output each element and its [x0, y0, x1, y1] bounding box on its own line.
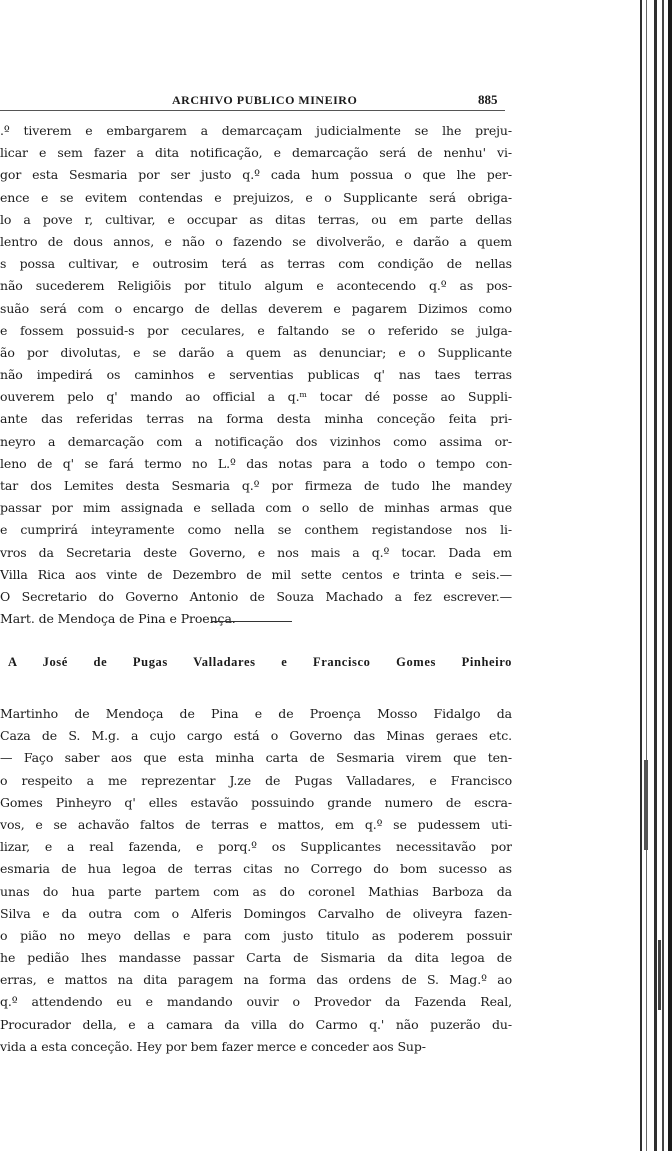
text-line: leno de q' se fará termo no L.º das notas para a todo o tempo con- — [0, 455, 512, 471]
text-line: Martinho de Mendoça de Pina e de Proença Mosso Fidalgo da — [0, 706, 512, 721]
text-line: Mart. de Mendoça de Pina e Proença. — [0, 611, 236, 627]
text-line: — Faço saber aos que esta minha carta de Sesmaria virem que ten- — [0, 750, 512, 766]
text-line: O Secretario do Governo Antonio de Souza Machado a fez escrever.— — [0, 588, 512, 604]
text-line: unas do hua parte partem com as do coronel Mathias Barboza da — [0, 883, 512, 899]
text-line: ão por divolutas, e se darão a quem as denunciar; e o Supplicante — [0, 344, 512, 360]
text-line: vida a esta conceção. Hey por bem fazer merce e conceder aos Sup- — [0, 1038, 426, 1054]
text-line: o pião no meyo dellas e para com justo titulo as poderem possuir — [0, 927, 512, 943]
text-line: e cumprirá inteyramente como nella se conthem registandose nos li- — [0, 522, 512, 538]
text-line: não sucederem Religiõis por titulo algum e acontecendo q.º as pos- — [0, 278, 512, 294]
text-line: e fossem possuid-s por ceculares, e faltando se o referido se julga- — [0, 322, 512, 338]
section-heading: A José de Pugas Valladares e Francisco Gomes Pinheiro — [8, 655, 512, 669]
running-title: ARCHIVO PUBLICO MINEIRO — [172, 93, 358, 107]
text-line: tar dos Lemites desta Sesmaria q.º por firmeza de tudo lhe mandey — [0, 478, 512, 493]
text-line: s possa cultivar, e outrosim terá as terras com condição de nellas — [0, 256, 512, 272]
text-line: lentro de dous annos, e não o fazendo se divolverão, e darão a quem — [0, 233, 512, 249]
text-line: Silva e da outra com o Alferis Domingos Carvalho de oliveyra fazen- — [0, 905, 512, 921]
text-line: gor esta Sesmaria por ser justo q.º cada hum possua o que lhe per- — [0, 167, 512, 183]
text-line: ence e se evitem contendas e prejuizos, e o Supplicante será obriga- — [0, 189, 512, 205]
page-header — [0, 92, 520, 114]
text-line: licar e sem fazer a dita notificação, e demarcação será de nenhu' vi- — [0, 145, 512, 161]
text-line: ante das referidas terras na forma desta minha conceção feita pri- — [0, 411, 512, 427]
text-line: Procurador della, e a camara da villa do Carmo q.' não puzerão du- — [0, 1016, 512, 1032]
text-line: lizar, e a real fazenda, e porq.º os Supplicantes necessitavão por — [0, 839, 512, 855]
page-number: 885 — [478, 92, 498, 107]
text-block-continuation — [0, 120, 512, 630]
text-line: vos, e se achavão faltos de terras e mattos, em q.º se pudessem uti- — [0, 816, 512, 832]
section-separator-rule — [212, 621, 292, 622]
text-line: esmaria de hua legoa de terras citas no Corrego do bom sucesso as — [0, 861, 512, 877]
text-line: suão será com o encargo de dellas deverem e pagarem Dizimos como — [0, 300, 512, 316]
book-binding-edge — [632, 0, 672, 1151]
text-line: não impedirá os caminhos e serventias publicas q' nas taes terras — [0, 367, 512, 383]
text-line: Caza de S. M.g. a cujo cargo está o Governo das Minas geraes etc. — [0, 728, 512, 744]
text-line: lo a pove r, cultivar, e occupar as ditas terras, ou em parte dellas — [0, 211, 512, 227]
header-rule — [0, 110, 505, 111]
text-line: Gomes Pinheyro q' elles estavão possuindo grande numero de escra- — [0, 794, 512, 810]
text-line: neyro a demarcação com a notificação dos vizinhos como assima or- — [0, 433, 512, 449]
text-line: he pedião lhes mandasse passar Carta de Sismaria da dita legoa de — [0, 950, 512, 966]
text-line: vros da Secretaria deste Governo, e nos mais a q.º tocar. Dada em — [0, 544, 512, 560]
text-line: q.º attendendo eu e mandando ouvir o Provedor da Fazenda Real, — [0, 994, 512, 1010]
text-block-sesmaria-letter — [0, 703, 512, 1058]
text-line: .º tiverem e embargarem a demarcaçam judicialmente se lhe preju- — [0, 123, 512, 138]
text-line: erras, e mattos na dita paragem na forma das ordens de S. Mag.º ao — [0, 972, 512, 988]
text-line: Villa Rica aos vinte de Dezembro de mil sette centos e trinta e seis.— — [0, 566, 512, 582]
text-line: ouverem pelo q' mando ao official a q.ᵐ tocar dé posse ao Suppli- — [0, 389, 512, 405]
text-line: passar por mim assignada e sellada com o sello de minhas armas que — [0, 500, 512, 516]
text-line: o respeito a me reprezentar J.ze de Pugas Valladares, e Francisco — [0, 772, 512, 788]
